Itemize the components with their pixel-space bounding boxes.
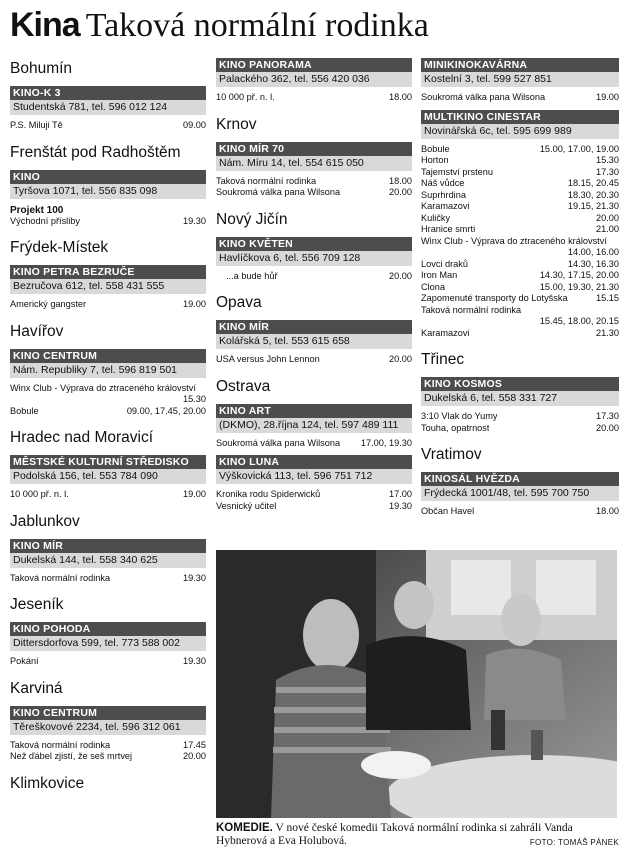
film-title: Vesnický učitel — [216, 500, 277, 511]
film-title: Náš vůdce — [421, 178, 465, 188]
film-row — [421, 411, 619, 423]
cinema-name: MULTIKINO CINESTAR — [421, 110, 619, 124]
film-times: 14.30, 16.30 — [567, 258, 619, 269]
film-times: 18.00 — [389, 175, 412, 186]
film-title: Soukromá válka pana Wilsona — [421, 92, 546, 102]
film-times: 19.30 — [183, 215, 206, 226]
town-name: Karviná — [10, 679, 63, 697]
cinema-address: Výškovická 113, tel. 596 751 712 — [216, 469, 412, 484]
film-times: 19.15, 21.30 — [567, 201, 619, 211]
film-times: 19.30 — [183, 656, 206, 666]
article-title: Taková normální rodinka — [85, 7, 429, 44]
film-times — [615, 305, 619, 317]
town-name: Třinec — [421, 351, 465, 368]
film-times: 21.00 — [596, 224, 619, 234]
cinema-name: KINO POHODA — [10, 622, 206, 636]
film-times: 20.00 — [596, 212, 619, 223]
cinema-address: Kolářská 5, tel. 553 615 658 — [216, 334, 412, 349]
movie-still-photo — [216, 550, 617, 818]
cinema-name: KINO — [10, 170, 206, 184]
film-times: 20.00 — [389, 187, 412, 197]
film-row — [10, 394, 206, 406]
film-row — [216, 176, 412, 188]
cinema-name: KINO KOSMOS — [421, 377, 619, 391]
film-title: Winx Club - Výprava do ztraceného království — [421, 235, 607, 246]
film-row — [216, 489, 412, 501]
film-row — [421, 316, 619, 328]
film-list — [421, 506, 619, 518]
cinema-name: KINO MÍR — [10, 539, 206, 553]
film-title: Soukromá válka pana Wilsona — [216, 187, 341, 197]
town-name: Vratimov — [421, 446, 482, 463]
film-list — [216, 438, 412, 450]
film-times: 19.00 — [183, 299, 206, 309]
film-list — [10, 656, 206, 668]
film-times: 20.00 — [596, 422, 619, 433]
film-title: Tajemství prstenu — [421, 166, 493, 177]
cinema-name: MĚSTSKÉ KULTURNÍ STŘEDISKO — [10, 455, 206, 469]
film-row — [421, 167, 619, 179]
film-row — [216, 354, 412, 366]
town-name: Frenštát pod Radhoštěm — [10, 143, 181, 161]
cinema-address: Nám. Míru 14, tel. 554 615 050 — [216, 156, 412, 171]
film-row — [10, 740, 206, 752]
film-title: Lovci draků — [421, 258, 468, 269]
cinema-address: Frýdecká 1001/48, tel. 595 700 750 — [421, 486, 619, 501]
film-title: Americký gangster — [10, 299, 87, 309]
film-list — [10, 383, 206, 418]
film-times: 20.00 — [389, 270, 412, 281]
film-times: 19.00 — [596, 92, 619, 102]
film-row — [216, 438, 412, 450]
film-title: Kuličky — [421, 212, 451, 223]
town-name: Frýdek-Místek — [10, 239, 109, 256]
film-title: P.S. Miluji Tě — [10, 120, 63, 130]
film-times: 15.00, 19.30, 21.30 — [539, 281, 619, 292]
cinema-name: KINO ART — [216, 404, 412, 418]
film-title: Horton — [421, 155, 449, 165]
film-row — [421, 155, 619, 167]
cinema-name: KINO CENTRUM — [10, 706, 206, 720]
program-label: Projekt 100 — [10, 204, 64, 216]
film-title: Clona — [421, 281, 446, 292]
cinema-address: Havlíčkova 6, tel. 556 709 128 — [216, 251, 412, 266]
cinema-name: MINIKINOKAVÁRNA — [421, 58, 619, 72]
film-row — [421, 190, 619, 202]
film-row — [10, 489, 206, 501]
film-list — [10, 216, 206, 228]
cinema-address: Podolská 156, tel. 553 784 090 — [10, 469, 206, 484]
film-times: 17.00 — [389, 489, 412, 499]
film-title: Taková normální rodinka — [421, 304, 522, 315]
film-times: 17.45 — [183, 739, 206, 750]
film-title: Taková normální rodinka — [216, 175, 317, 186]
film-title: Občan Havel — [421, 506, 475, 516]
film-title: Hranice smrti — [421, 224, 476, 234]
film-times: 15.30 — [183, 394, 206, 404]
film-title: Karamazovi — [421, 201, 470, 211]
photo-image — [216, 550, 617, 818]
cinema-address: Těreškovové 2234, tel. 596 312 061 — [10, 720, 206, 735]
cinema-name: KINO LUNA — [216, 455, 412, 469]
cinema-name: KINO KVĚTEN — [216, 237, 412, 251]
film-list — [10, 573, 206, 585]
film-row — [421, 236, 619, 248]
film-title: Než ďábel zjistí, že seš mrtvej — [10, 751, 133, 761]
section-title: Kina — [10, 6, 80, 44]
film-times: 18.15, 20.45 — [567, 178, 619, 188]
cinema-address: Dittersdorfova 599, tel. 773 588 002 — [10, 636, 206, 651]
town-name: Havířov — [10, 322, 64, 340]
film-row — [421, 92, 619, 104]
film-times: 17.30 — [596, 411, 619, 421]
town-name: Nový Jičín — [216, 210, 288, 228]
film-row — [10, 299, 206, 311]
film-times: 19.30 — [183, 572, 206, 583]
film-times: 15.30 — [596, 155, 619, 165]
film-times: 14.30, 17.15, 20.00 — [539, 270, 619, 280]
film-title: Kronika rodu Spiderwicků — [216, 489, 321, 499]
film-row — [10, 216, 206, 228]
film-times: 15.45, 18.00, 20.15 — [539, 316, 619, 326]
cinema-address: Dukelská 144, tel. 558 340 625 — [10, 553, 206, 568]
film-title: Iron Man — [421, 270, 458, 280]
film-row — [421, 506, 619, 518]
film-title: 3:10 Vlak do Yumy — [421, 411, 498, 421]
cinema-address: Dukelská 6, tel. 558 331 727 — [421, 391, 619, 406]
cinema-address: (DKMO), 28.října 124, tel. 597 489 111 — [216, 418, 412, 433]
film-row — [421, 270, 619, 282]
film-row — [421, 247, 619, 259]
film-list — [10, 740, 206, 763]
film-title: 10 000 př. n. l. — [10, 489, 69, 499]
film-row — [216, 92, 412, 104]
film-title: USA versus John Lennon — [216, 354, 320, 364]
film-row — [10, 406, 206, 418]
film-row — [421, 144, 619, 156]
film-times: 18.00 — [596, 506, 619, 516]
film-list — [216, 176, 412, 199]
film-title: Bobule — [10, 405, 39, 416]
film-times: 15.00, 17.00, 19.00 — [539, 143, 619, 154]
film-row — [421, 328, 619, 340]
film-list — [216, 92, 412, 104]
film-times: 17.00, 19.30 — [360, 437, 412, 448]
film-list — [421, 411, 619, 434]
caption-text: V nové české komedii Taková normální rodinka si zahráli Vanda Hybnerová a Eva Holubová. — [216, 822, 573, 847]
film-list — [216, 271, 412, 283]
film-row — [216, 501, 412, 513]
cinema-address: Bezručova 612, tel. 558 431 555 — [10, 279, 206, 294]
town-name: Jeseník — [10, 596, 64, 613]
film-times: 20.00 — [183, 751, 206, 761]
film-times: 19.00 — [183, 489, 206, 499]
film-times: 09.00, 17.45, 20.00 — [126, 405, 206, 416]
page-header — [10, 6, 429, 46]
film-title: Zapomenuté transporty do Lotyšska — [421, 293, 568, 303]
film-row — [421, 213, 619, 225]
film-times: 18.30, 20.30 — [567, 189, 619, 200]
film-times: 09.00 — [183, 120, 206, 130]
town-name: Bohumín — [10, 60, 73, 77]
cinema-address: Kostelní 3, tel. 599 527 851 — [421, 72, 619, 87]
film-times: 14.00, 16.00 — [567, 247, 619, 257]
cinema-name: KINOSÁL HVĚZDA — [421, 472, 619, 486]
film-list — [421, 92, 619, 104]
cinema-name: KINO-K 3 — [10, 86, 206, 100]
film-title: Východní přísliby — [10, 215, 80, 226]
film-row — [421, 259, 619, 271]
film-list — [10, 120, 206, 132]
film-row — [10, 751, 206, 763]
cinema-address: Novinářská 6c, tel. 595 699 989 — [421, 124, 619, 139]
cinema-name: KINO PANORAMA — [216, 58, 412, 72]
listing-column-3 — [421, 58, 619, 518]
film-title: Taková normální rodinka — [10, 739, 111, 750]
film-title: Soukromá válka pana Wilsona — [216, 437, 341, 448]
film-times: 21.30 — [596, 327, 619, 338]
film-times: 15.15 — [596, 293, 619, 303]
photo-credit: FOTO: TOMÁŠ PÁNEK — [529, 838, 619, 847]
film-times: 17.30 — [596, 166, 619, 177]
town-name: Ostrava — [216, 377, 271, 395]
film-times: 19.30 — [389, 500, 412, 511]
film-title: 10 000 př. n. l. — [216, 92, 275, 102]
film-times — [615, 236, 619, 248]
film-row — [421, 282, 619, 294]
town-name: Krnov — [216, 115, 257, 133]
film-title: Winx Club - Výprava do ztraceného království — [10, 382, 196, 393]
film-row — [10, 573, 206, 585]
film-list — [10, 299, 206, 311]
film-row — [421, 224, 619, 236]
film-list — [216, 489, 412, 512]
film-row — [421, 423, 619, 435]
film-title: Karamazovi — [421, 327, 470, 338]
town-name: Klimkovice — [10, 774, 85, 792]
cinema-name: KINO PETRA BEZRUČE — [10, 265, 206, 279]
town-name: Jablunkov — [10, 512, 80, 530]
film-row — [10, 120, 206, 132]
listing-column-2 — [216, 58, 412, 512]
film-times — [202, 383, 206, 395]
cinema-name: KINO MÍR 70 — [216, 142, 412, 156]
film-times: 18.00 — [389, 92, 412, 102]
film-title: Bobule — [421, 143, 450, 154]
film-title: ...a bude hůř — [226, 270, 278, 281]
town-name: Opava — [216, 294, 262, 311]
film-list — [10, 489, 206, 501]
cinema-address: Tyršova 1071, tel. 556 835 098 — [10, 184, 206, 199]
cinema-name: KINO MÍR — [216, 320, 412, 334]
film-title: Touha, opatrnost — [421, 422, 490, 433]
town-name: Hradec nad Moravicí — [10, 429, 154, 446]
film-row — [10, 656, 206, 668]
cinema-address: Studentská 781, tel. 596 012 124 — [10, 100, 206, 115]
film-row — [216, 271, 412, 283]
cinema-name: KINO CENTRUM — [10, 349, 206, 363]
film-row — [421, 201, 619, 213]
film-row — [421, 293, 619, 305]
film-list — [421, 144, 619, 340]
film-times: 20.00 — [389, 354, 412, 364]
film-row — [216, 187, 412, 199]
film-title: Taková normální rodinka — [10, 572, 111, 583]
film-list — [216, 354, 412, 366]
film-title: Pokání — [10, 656, 39, 666]
listing-column-1 — [10, 58, 206, 801]
film-row — [421, 305, 619, 317]
cinema-address: Palackého 362, tel. 556 420 036 — [216, 72, 412, 87]
cinema-address: Nám. Republiky 7, tel. 596 819 501 — [10, 363, 206, 378]
caption-lead: KOMEDIE. — [216, 822, 273, 834]
film-title: Suprhrdina — [421, 189, 466, 200]
film-row — [421, 178, 619, 190]
film-row — [10, 383, 206, 395]
